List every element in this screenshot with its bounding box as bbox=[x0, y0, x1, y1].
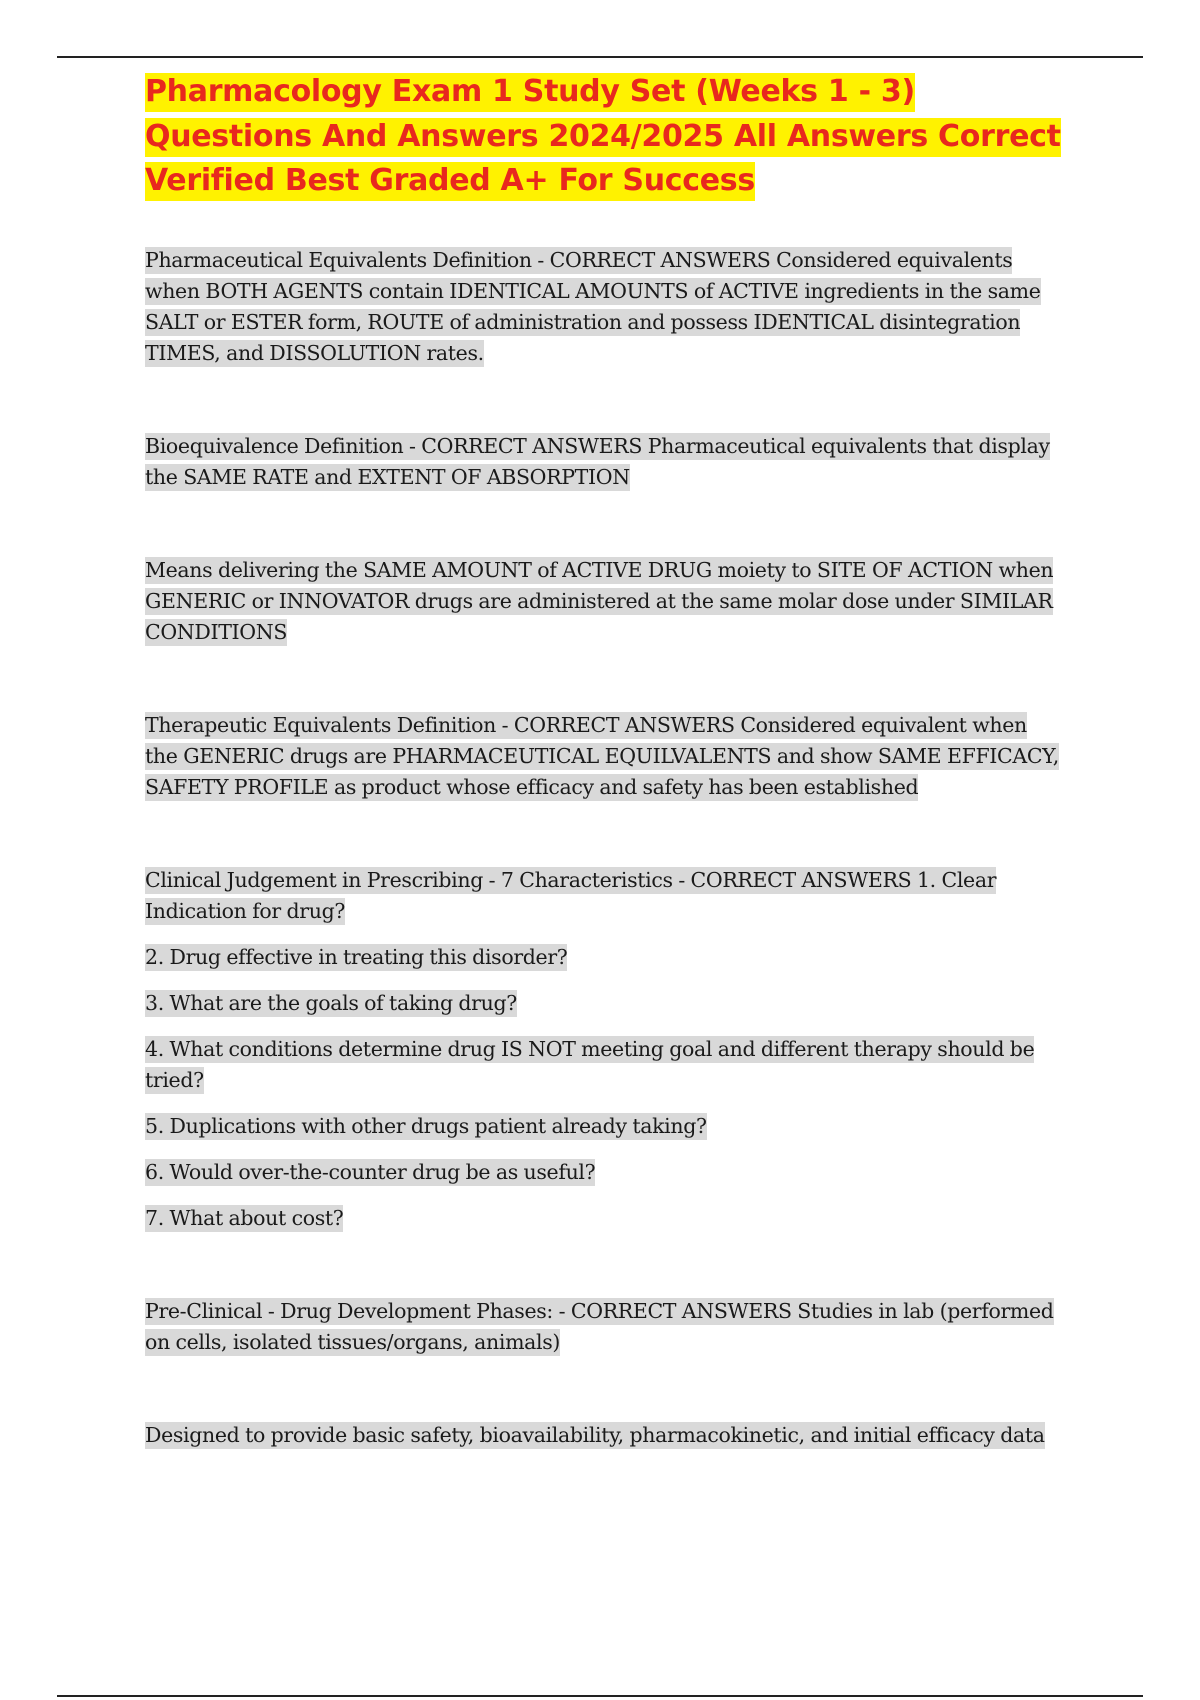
explanation-text: Designed to provide basic safety, bioavailability, pharmacokinetic, and initial efficacy data bbox=[145, 1422, 1045, 1447]
top-rule bbox=[57, 56, 1143, 58]
definition-text: Pharmaceutical Equivalents Definition - CORRECT ANSWERS Considered equivalents when BOTH AGENTS contain IDENTICAL AMOUNTS of ACTIVE ingredients in the same SALT or ESTER form, ROUTE of administration and possess IDENTICAL disintegration TIMES, and DISSOLUTION rates. bbox=[145, 247, 1041, 365]
pre-clinical-explanation bbox=[145, 1420, 1065, 1451]
list-item bbox=[145, 1157, 1065, 1188]
list-item-text: 5. Duplications with other drugs patient already taking? bbox=[145, 1113, 707, 1138]
document-title-text: Pharmacology Exam 1 Study Set (Weeks 1 - 3) Questions And Answers 2024/2025 All Answers Correct Verified Best Graded A+ For Success bbox=[145, 73, 1061, 201]
definition-text: Therapeutic Equivalents Definition - CORRECT ANSWERS Considered equivalent when the GENERIC drugs are PHARMACEUTICAL EQUILVALENTS and show SAME EFFICACY, SAFETY PROFILE as product whose efficacy and safety has been established bbox=[145, 712, 1059, 799]
list-item bbox=[145, 1203, 1065, 1234]
clinical-judgement-question bbox=[145, 865, 1065, 927]
document-body bbox=[145, 70, 1065, 1451]
list-item-text: 3. What are the goals of taking drug? bbox=[145, 990, 517, 1015]
list-item bbox=[145, 942, 1065, 973]
list-item bbox=[145, 1111, 1065, 1142]
pre-clinical-question bbox=[145, 1296, 1065, 1358]
document-title bbox=[145, 70, 1065, 204]
list-item-text: 4. What conditions determine drug IS NOT meeting goal and different therapy should be tried? bbox=[145, 1036, 1035, 1092]
bottom-rule bbox=[57, 1695, 1143, 1697]
list-item-text: 2. Drug effective in treating this disorder? bbox=[145, 944, 568, 969]
list-item bbox=[145, 988, 1065, 1019]
bioequivalence-explanation bbox=[145, 555, 1065, 648]
list-item-text: 6. Would over-the-counter drug be as useful? bbox=[145, 1159, 596, 1184]
explanation-text: Means delivering the SAME AMOUNT of ACTIVE DRUG moiety to SITE OF ACTION when GENERIC or INNOVATOR drugs are administered at the same molar dose under SIMILAR CONDITIONS bbox=[145, 557, 1054, 644]
question-text: Clinical Judgement in Prescribing - 7 Characteristics - CORRECT ANSWERS 1. Clear Indication for drug? bbox=[145, 867, 997, 923]
question-text: Pre-Clinical - Drug Development Phases: - CORRECT ANSWERS Studies in lab (performed on cells, isolated tissues/organs, animals) bbox=[145, 1298, 1054, 1354]
list-item-text: 7. What about cost? bbox=[145, 1205, 344, 1230]
definition-text: Bioequivalence Definition - CORRECT ANSWERS Pharmaceutical equivalents that display the SAME RATE and EXTENT OF ABSORPTION bbox=[145, 433, 1050, 489]
definition-pharmaceutical-equivalents bbox=[145, 245, 1065, 369]
definition-therapeutic-equivalents bbox=[145, 710, 1065, 803]
definition-bioequivalence bbox=[145, 431, 1065, 493]
list-item bbox=[145, 1034, 1065, 1096]
